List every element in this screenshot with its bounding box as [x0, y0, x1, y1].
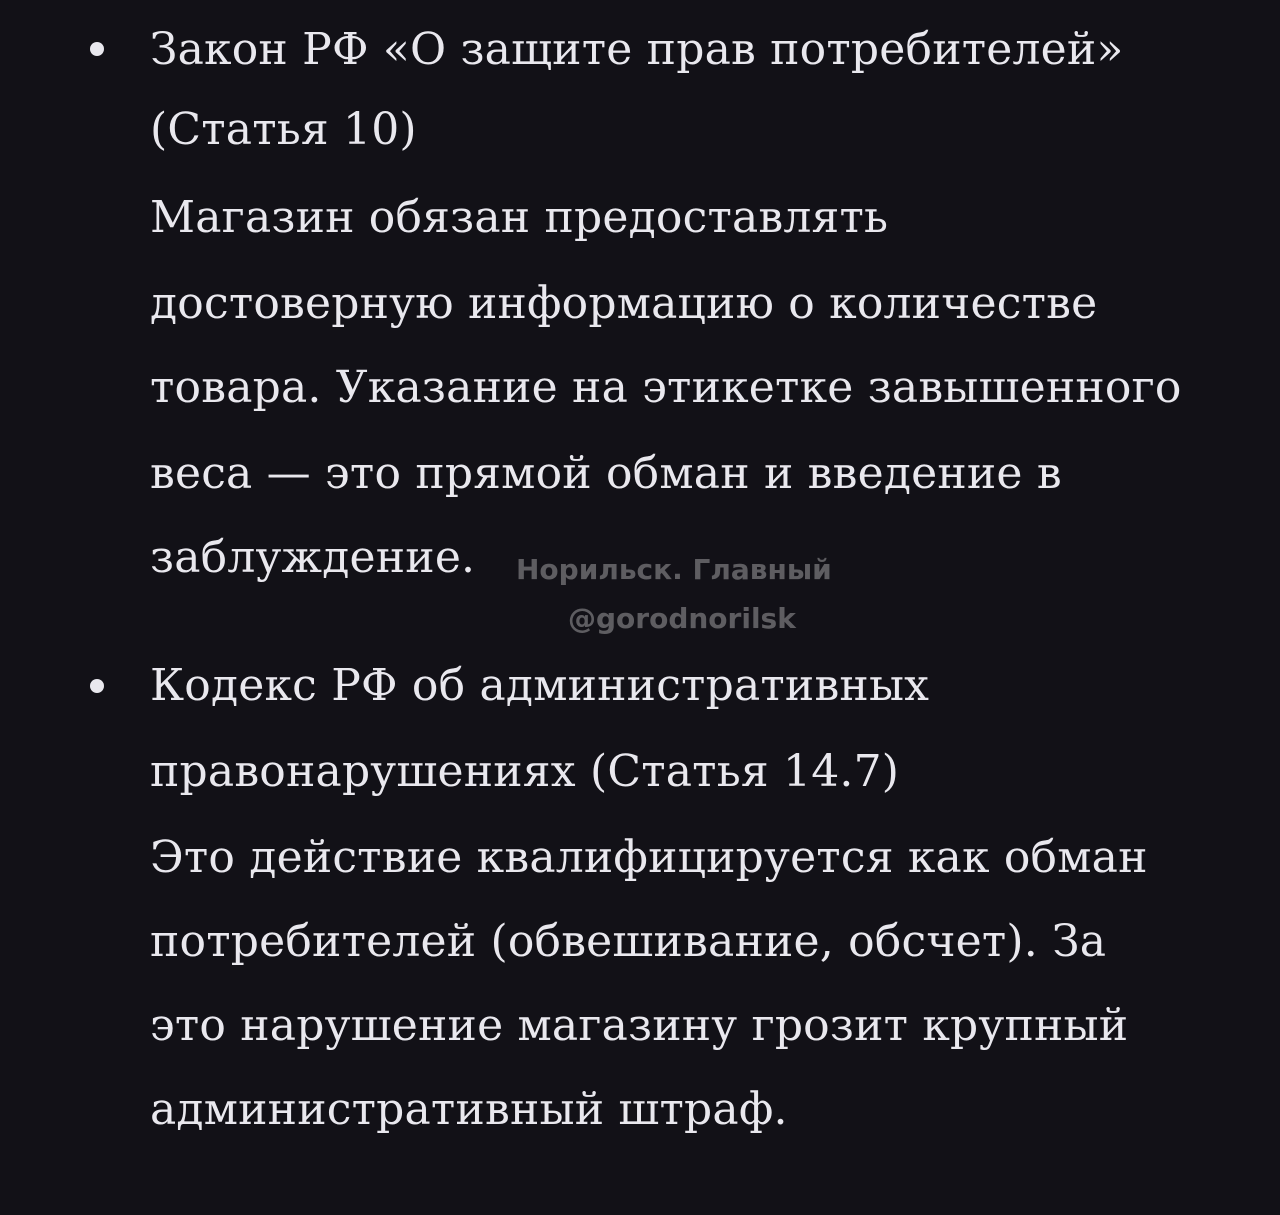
- item-1-body-line-2: достоверную информацию о количестве: [150, 278, 1098, 329]
- item-1-body-line-1: Магазин обязан предоставлять: [150, 192, 889, 243]
- item-1-title-line-1: Закон РФ «О защите прав потребителей»: [150, 24, 1124, 75]
- item-2-body-line-1: Это действие квалифицируется как обман: [150, 832, 1148, 883]
- item-2-title-line-2: правонарушениях (Статья 14.7): [150, 746, 900, 797]
- item-2-body-line-3: это нарушение магазину грозит крупный: [150, 1000, 1129, 1051]
- item-2-body-line-2: потребителей (обвешивание, обсчет). За: [150, 916, 1107, 967]
- bullet-point-1: [90, 42, 104, 56]
- item-1-body-line-5: заблуждение.: [150, 532, 476, 583]
- bullet-point-2: [90, 679, 104, 693]
- item-2-title-line-1: Кодекс РФ об административных: [150, 660, 930, 711]
- item-1-body-line-3: товара. Указание на этикетке завышенного: [150, 362, 1182, 413]
- item-1-body-line-4: веса — это прямой обман и введение в: [150, 448, 1062, 499]
- watermark-name: Норильск. Главный: [516, 553, 832, 586]
- item-1-title-line-2: (Статья 10): [150, 104, 417, 155]
- item-2-body-line-4: административный штраф.: [150, 1084, 788, 1135]
- watermark-handle: @gorodnorilsk: [568, 602, 796, 635]
